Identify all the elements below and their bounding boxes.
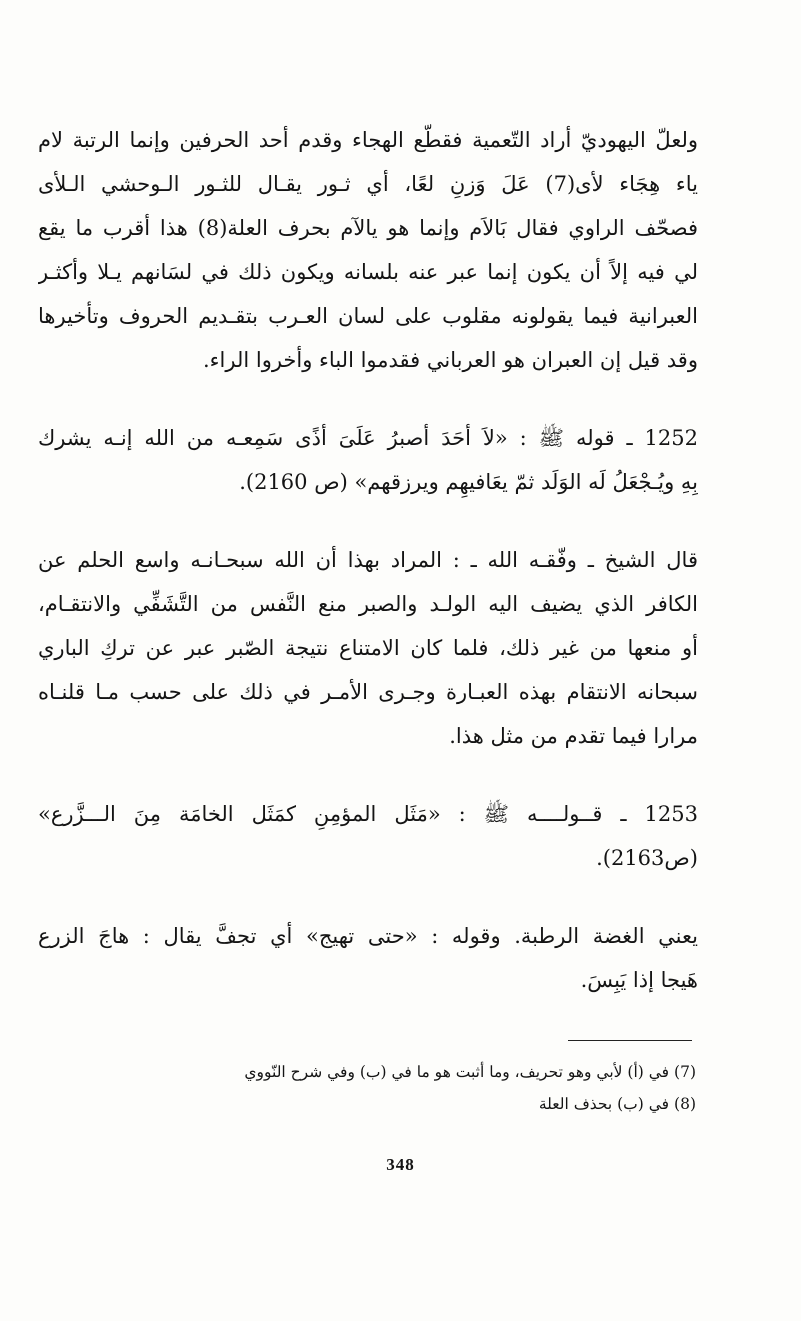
text-line: يعني الغضة الرطبة. وقوله : «حتى تهيج» أي تجفَّ يقال : هاجَ الزرع <box>38 924 698 948</box>
paragraph-commentary-2 <box>38 538 698 758</box>
text-line: قال الشيخ ـ وفّقـه الله ـ : المراد بهذا أن الله سبحـانـه واسع الحلم عن <box>38 548 698 572</box>
footnotes <box>130 1040 696 1120</box>
text-line: العبرانية فيما يقولونه مقلوب على لسان العـرب بتقـديم الحروف وتأخيرها <box>38 304 698 328</box>
text-line: هَيجا إذا يَبِسَ. <box>580 968 698 992</box>
text-line: فصحّف الراوي فقال بَالاَم وإنما هو يالآم بحرف العلة(8) هذا أقرب ما يقع <box>38 216 698 240</box>
text-line: الكافر الذي يضيف اليه الولـد والصبر منع النَّفس من التَّشَفِّي والانتقـام، <box>38 592 698 616</box>
page-number: 348 <box>386 1155 415 1174</box>
main-text <box>38 118 698 1002</box>
paragraph-hadith-1253 <box>38 792 698 880</box>
paragraph-commentary-3 <box>38 914 698 1002</box>
text-line: لي فيه إلاً أن يكون إنما عبر عنه بلسانه ويكون ذلك في لسَانهم يـلا وأكثـر <box>38 260 698 284</box>
footnote-8: (8) في (ب) بحذف العلة <box>538 1095 696 1113</box>
text-line: ولعلّ اليهوديّ أراد التّعمية فقطّع الهجاء وقدم أحد الحرفين وإنما الرتبة لام <box>38 128 698 152</box>
text-line: مرارا فيما تقدم من مثل هذا. <box>449 724 698 748</box>
text-line: بِهِ ويُـجْعَلُ لَه الوَلَد ثمّ يعَافيهِم ويرزقهم» (ص 2160). <box>239 470 698 494</box>
text-line: ياء هِجَاء لأى(7) عَلَ وَزنِ لعًا، أي ثـور يقـال للثـور الـوحشي الـلأى <box>38 172 698 196</box>
text-line: أو منعها من غير ذلك، فلما كان الامتناع نتيجة الصّبر عبر عن تركِ الباري <box>38 636 698 660</box>
paragraph-hadith-1252 <box>38 416 698 504</box>
text-line: 1252 ـ قوله ﷺ : «لاَ أحَدَ أصبرُ عَلَىَ أذًى سَمِعـه من الله إنـه يشرك <box>38 426 698 450</box>
text-line: 1253 ـ قــولــــه ﷺ : «مَثَل المؤمِنِ كمَثَل الخامَة مِنَ الـــزَّرع» <box>38 802 698 826</box>
footnote-7: (7) في (أ) لأبي وهو تحريف، وما أثبت هو ما في (ب) وفي شرح النّووي <box>244 1063 696 1081</box>
paragraph-commentary-1 <box>38 118 698 382</box>
text-line: وقد قيل إن العبران هو العرباني فقدموا الباء وأخروا الراء. <box>202 348 698 372</box>
text-line: (ص2163). <box>596 846 698 870</box>
text-line: سبحانه الانتقام بهذه العبـارة وجـرى الأمـر في ذلك على حسب مـا قلنـاه <box>38 680 698 704</box>
